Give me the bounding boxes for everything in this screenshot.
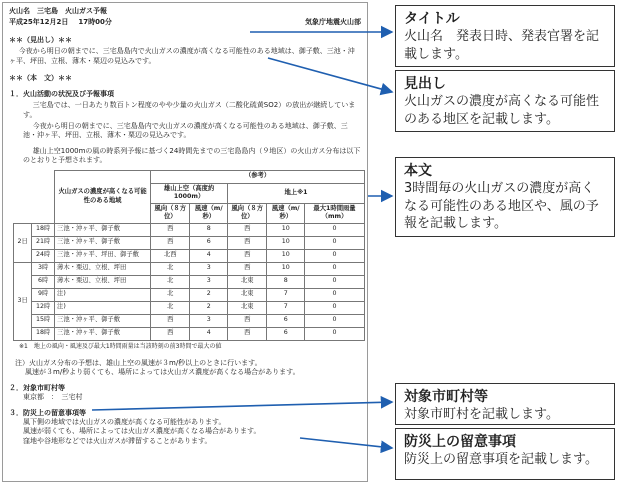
header-upper-wind: 雄山上空（高度約1000m） [151,183,228,203]
section-1-para-1: 三宅島では、一日あたり数百トン程度のやや少量の火山ガス（二酸化硫黄SO2）の放出が継続しています。 [23,101,356,119]
callout-caution [395,428,615,480]
arrow-caution [300,438,392,448]
upper-speed-cell: 2 [190,288,228,301]
upper-speed-cell: 2 [190,301,228,314]
ground-speed-cell: 6 [267,327,305,340]
ground-dir-cell: 北東 [228,288,267,301]
upper-dir-cell: 西 [151,236,190,249]
ground-dir-cell: 西 [228,249,267,262]
ground-speed-cell: 10 [267,223,305,236]
header-ground-dir: 風向（８方位） [228,203,267,223]
header-ref: （参考） [151,170,365,183]
upper-speed-cell: 4 [190,327,228,340]
header-upper-dir: 風向（８方位） [151,203,190,223]
arrow-target [92,402,392,410]
rain-cell: 0 [305,301,365,314]
area-cell: 三池・沖ヶ平、御子敷 [55,327,151,340]
ground-dir-cell: 西 [228,314,267,327]
section-2-title: ２．対象市町村等 [9,383,65,392]
midashi-heading: ＊＊（見出し）＊＊ [9,35,72,44]
area-cell: 注) [55,301,151,314]
upper-dir-cell: 北西 [151,249,190,262]
upper-speed-cell: 3 [190,262,228,275]
area-cell: 薄木・栗辺、立根、坪田 [55,275,151,288]
ground-speed-cell: 10 [267,262,305,275]
section-1-para-2: 今夜から明日の朝までに、三宅島島内で火山ガスの濃度が高くなる可能性のある地域は、御子敷、三池・沖ヶ平、坪田、立根、薄木・栗辺の見込みです。 [23,121,348,140]
callout-title-desc: 火山名 発表日時、発表官署を記載します。 [404,29,600,62]
time-cell: 3時 [32,262,55,275]
upper-speed-cell: 3 [190,314,228,327]
ground-speed-cell: 7 [267,288,305,301]
issuing-office: 気象庁地震火山部 [305,18,361,27]
time-cell: 18時 [32,327,55,340]
rain-cell: 0 [305,327,365,340]
header-rain: 最大1時間雨量（mm） [305,203,365,223]
rain-cell: 0 [305,223,365,236]
time-cell: 9時 [32,288,55,301]
issue-time: 17時00分 [78,18,112,27]
rain-cell: 0 [305,314,365,327]
time-cell: 6時 [32,275,55,288]
ground-dir-cell: 西 [228,327,267,340]
time-cell: 18時 [32,223,55,236]
area-cell: 三池・沖ヶ平、御子敷 [55,314,151,327]
callout-target-heading: 対象市町村等 [404,389,488,405]
ground-speed-cell: 10 [267,249,305,262]
time-cell: 21時 [32,236,55,249]
callout-title [395,5,615,67]
upper-dir-cell: 北 [151,262,190,275]
area-cell: 三池・沖ヶ平、坪田、御子敷 [55,249,151,262]
day-cell: 2日 [14,223,32,262]
upper-speed-cell: 3 [190,275,228,288]
ground-speed-cell: 8 [267,275,305,288]
area-cell: 三池・沖ヶ平、御子敷 [55,236,151,249]
upper-dir-cell: 北 [151,288,190,301]
rain-cell: 0 [305,275,365,288]
rain-cell: 0 [305,262,365,275]
ground-dir-cell: 北東 [228,275,267,288]
upper-dir-cell: 西 [151,223,190,236]
callout-midashi [395,70,615,132]
rain-cell: 0 [305,288,365,301]
note-a: 注）火山ガス分布の予想は、雄山上空の風速が３m/秒以上のときに行います。 [15,358,262,367]
header-ground: 地上※1 [228,183,365,203]
callout-caution-heading: 防災上の留意事項 [404,434,516,450]
ground-dir-cell: 西 [228,262,267,275]
callout-honbun-desc: 3時間毎の火山ガスの濃度が高くなる可能性のある地区や、風の予報を記載します。 [404,181,599,232]
table-footnote: ※1 地上の風向・風速及び最大1時間雨量は当該時刻の前3時間で最大の値 [19,342,222,350]
area-cell: 注) [55,288,151,301]
section-3-title: ３．防災上の留意事項等 [9,408,86,417]
ground-speed-cell: 6 [267,314,305,327]
upper-dir-cell: 北 [151,301,190,314]
area-cell: 三池・沖ヶ平、御子敷 [55,223,151,236]
day-cell: 3日 [14,262,32,340]
rain-cell: 0 [305,249,365,262]
section-3-line-2: 風速が弱くても、場所によっては火山ガス濃度が高くなる場合があります。 [23,427,261,436]
time-cell: 24時 [32,249,55,262]
upper-dir-cell: 西 [151,314,190,327]
callout-target [395,383,615,425]
callout-caution-desc: 防災上の留意事項を記載します。 [404,452,598,468]
note-b: 風速が３m/秒より弱くても、場所によっては火山ガス濃度が高くなる場合があります。 [25,368,300,377]
time-cell: 15時 [32,314,55,327]
ground-speed-cell: 7 [267,301,305,314]
midashi-text: 今夜から明日の朝までに、三宅島島内で火山ガスの濃度が高くなる可能性のある地域は、御子敷、三池・沖ヶ平、坪田、立根、薄木・栗辺の見込みです。 [9,47,355,65]
upper-dir-cell: 西 [151,327,190,340]
section-3-line-3: 窪地や谷地形などでは火山ガスが滞留することがあります。 [23,436,212,445]
callout-honbun-heading: 本文 [404,163,432,179]
section-2-text: 東京都 ： 三宅村 [23,393,83,402]
volcano-title: 火山名 三宅島 火山ガス予報 [9,7,107,15]
section-1-para-3: 雄山上空1000mの風の時系列予報に基づく24時間先までの三宅島島内（９地区）の火山ガス分布は以下のとおりと予想されます。 [23,146,361,165]
header-ground-speed: 風速（m/秒） [267,203,305,223]
upper-speed-cell: 6 [190,236,228,249]
section-3-line-1: 風下側の地域では火山ガスの濃度が高くなる可能性があります。 [23,417,226,426]
ground-dir-cell: 西 [228,236,267,249]
callout-target-desc: 対象市町村を記載します。 [404,407,559,423]
callout-honbun [395,157,615,237]
upper-speed-cell: 8 [190,223,228,236]
ground-dir-cell: 西 [228,223,267,236]
area-cell: 薄木・栗辺、立根、坪田 [55,262,151,275]
ground-dir-cell: 北東 [228,301,267,314]
honbun-heading: ＊＊（本 文）＊＊ [9,74,72,83]
callout-midashi-desc: 火山ガスの濃度が高くなる可能性のある地区を記載します。 [404,94,600,127]
upper-speed-cell: 4 [190,249,228,262]
time-cell: 12時 [32,301,55,314]
rain-cell: 0 [305,236,365,249]
callout-title-heading: タイトル [404,11,460,27]
ground-speed-cell: 10 [267,236,305,249]
issue-date: 平成25年12月2日 [9,18,69,27]
arrow-midashi [268,58,392,92]
header-area: 火山ガスの濃度が高くなる可能性のある地域 [55,170,151,223]
upper-dir-cell: 北 [151,275,190,288]
callout-midashi-heading: 見出し [404,76,446,92]
header-upper-speed: 風速（m/秒） [190,203,228,223]
section-1-title: １．火山活動の状況及び予報事項 [9,89,114,98]
